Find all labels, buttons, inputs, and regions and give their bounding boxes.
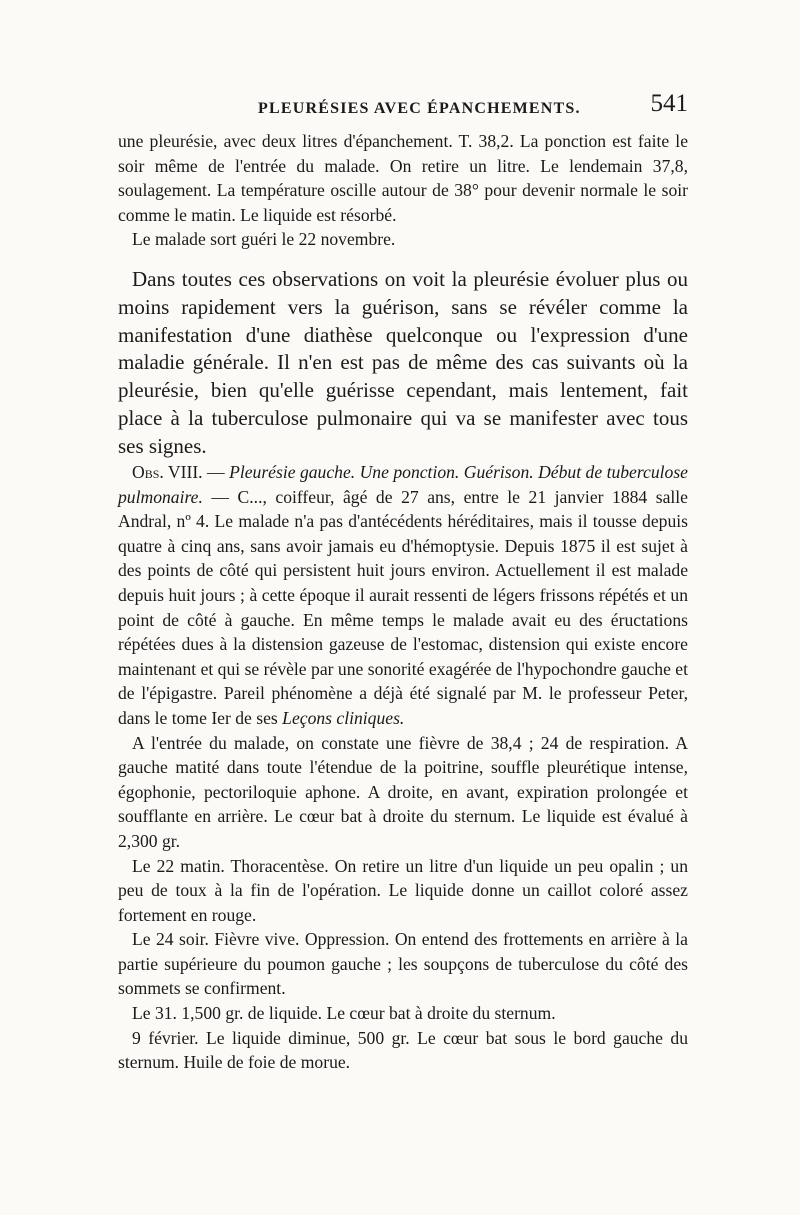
observation-paragraph-4: Le 31. 1,500 gr. de liquide. Le cœur bat à droite du sternum. bbox=[132, 1003, 556, 1024]
observation-paragraph-5: 9 février. Le liquide diminue, 500 gr. Le cœur bat sous le bord gauche du sternum. Huile de foie de morue. bbox=[118, 1027, 688, 1073]
page-number: 541 bbox=[650, 90, 688, 117]
case-paragraph-2: Le malade sort guéri le 22 novembre. bbox=[132, 229, 396, 250]
observation-intro: — C..., coiffeur, âgé de 27 ans, entre le 21 janvier 1884 salle Andral, nº 4. Le malade n'a pas d'antécédents héréditaires, mais il tousse depuis quatre à cinq ans, sans avoir jamais eu d'hémoptysie. Depuis 1875 il est sujet à des points de côté qui persistent huit jours environ. Actuellement il est malade depuis huit jours ; à cette époque il aurait ressenti de légers frissons répétés et un point de côté à gauche. En même temps le malade avait eu des éructations répétées dues à la distension gazeuse de l'estomac, distension qui existe encore maintenant et qui se révèle par une sonorité exagérée de l'hypochondre gauche et de l'épigastre. Pareil phénomène a déjà été signalé par M. le professeur Peter, dans le tome Ier de ses bbox=[118, 486, 688, 728]
book-title: Leçons cliniques. bbox=[282, 707, 405, 728]
running-title: PLEURÉSIES AVEC ÉPANCHEMENTS. bbox=[258, 100, 581, 117]
case-continuation bbox=[118, 129, 688, 252]
observation-viii bbox=[118, 460, 688, 1075]
case-paragraph-1: une pleurésie, avec deux litres d'épanchement. T. 38,2. La ponction est faite le soir même de l'entrée du malade. On retire un litre. Le lendemain 37,8, soulagement. La température oscille autour de 38° pour devenir normale le soir comme le matin. Le liquide est résorbé. bbox=[118, 131, 688, 225]
commentary-paragraph: Dans toutes ces observations on voit la pleurésie évoluer plus ou moins rapidement vers la guérison, sans se révéler comme la manifestation d'une diathèse quelconque ou l'expression d'une maladie générale. Il n'en est pas de même des cas suivants où la pleurésie, bien qu'elle guérisse cependant, mais lentement, fait place à la tuberculose pulmonaire qui va se manifester avec tous ses signes. bbox=[118, 267, 688, 458]
page-header bbox=[118, 90, 688, 124]
observation-title: Pleurésie gauche. Une ponction. Guérison. Début de tuberculose pulmonaire. bbox=[118, 462, 688, 507]
observation-paragraph-3: Le 24 soir. Fièvre vive. Oppression. On entend des frottements en arrière à la partie supérieure du poumon gauche ; les soupçons de tuberculose du côté des sommets se confirment. bbox=[118, 929, 688, 999]
observation-paragraph-2: Le 22 matin. Thoracentèse. On retire un litre d'un liquide un peu opalin ; un peu de toux à la fin de l'opération. Le liquide donne un caillot coloré assez fortement en rouge. bbox=[118, 855, 688, 925]
observation-label: Obs. VIII. — bbox=[132, 462, 225, 482]
commentary-section bbox=[118, 266, 688, 461]
observation-header-paragraph bbox=[118, 460, 688, 731]
observation-paragraph-1: A l'entrée du malade, on constate une fièvre de 38,4 ; 24 de respiration. A gauche matité dans toute l'étendue de la poitrine, souffle pleurétique intense, égophonie, pectoriloquie aphone. A droite, en avant, expiration prolongée et soufflante en arrière. Le cœur bat à droite du sternum. Le liquide est évalué à 2,300 gr. bbox=[118, 732, 688, 851]
